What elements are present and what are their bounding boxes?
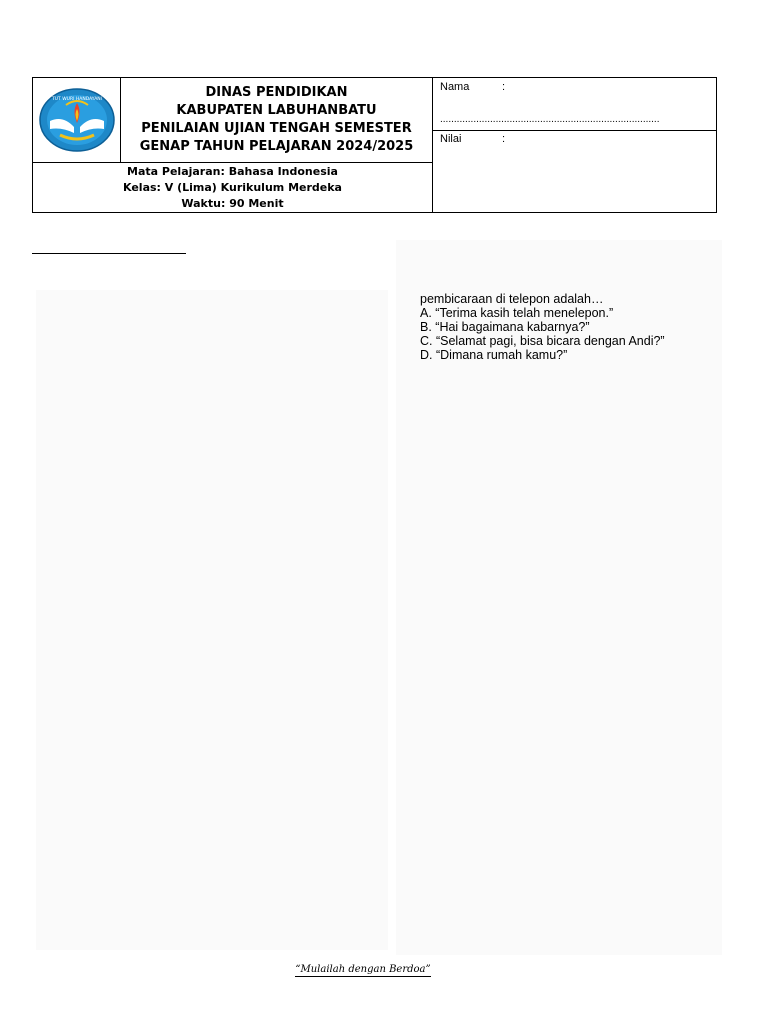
divider bbox=[433, 130, 716, 131]
title-line-3: PENILAIAN UJIAN TENGAH SEMESTER bbox=[141, 121, 412, 136]
option-b: B. “Hai bagaimana kabarnya?” bbox=[420, 320, 590, 334]
name-blank-line: ............................................................................... bbox=[440, 114, 660, 125]
logo-cell bbox=[33, 78, 121, 162]
subject-info bbox=[33, 162, 432, 213]
score-label: Nilai bbox=[440, 133, 462, 145]
exam-title bbox=[121, 78, 432, 162]
title-line-1: DINAS PENDIDIKAN bbox=[205, 85, 348, 100]
option-a: A. “Terima kasih telah menelepon.” bbox=[420, 306, 614, 320]
student-info bbox=[432, 78, 716, 212]
logo-text: TUT WURI HANDAYANI bbox=[51, 97, 102, 102]
exam-header-table bbox=[32, 77, 717, 213]
class-label: Kelas: V (Lima) Kurikulum Merdeka bbox=[123, 181, 342, 194]
footer-motto: “Mulailah dengan Berdoa” bbox=[295, 964, 431, 975]
title-line-2: KABUPATEN LABUHANBATU bbox=[176, 103, 377, 118]
option-d: D. “Dimana rumah kamu?” bbox=[420, 348, 568, 362]
subject-label: Mata Pelajaran: Bahasa Indonesia bbox=[127, 165, 338, 178]
title-line-4: GENAP TAHUN PELAJARAN 2024/2025 bbox=[139, 139, 414, 154]
score-colon: : bbox=[502, 133, 506, 145]
left-column-area bbox=[36, 290, 388, 950]
time-label: Waktu: 90 Menit bbox=[181, 197, 284, 210]
section-underline bbox=[32, 253, 186, 254]
score-field bbox=[440, 133, 505, 145]
question-block bbox=[420, 292, 665, 362]
tut-wuri-handayani-logo bbox=[38, 87, 116, 153]
name-label: Nama bbox=[440, 81, 470, 93]
option-c: C. “Selamat pagi, bisa bicara dengan Andi?” bbox=[420, 334, 665, 348]
question-stem: pembicaraan di telepon adalah… bbox=[420, 292, 604, 306]
name-field bbox=[440, 81, 505, 93]
name-colon: : bbox=[502, 81, 506, 93]
